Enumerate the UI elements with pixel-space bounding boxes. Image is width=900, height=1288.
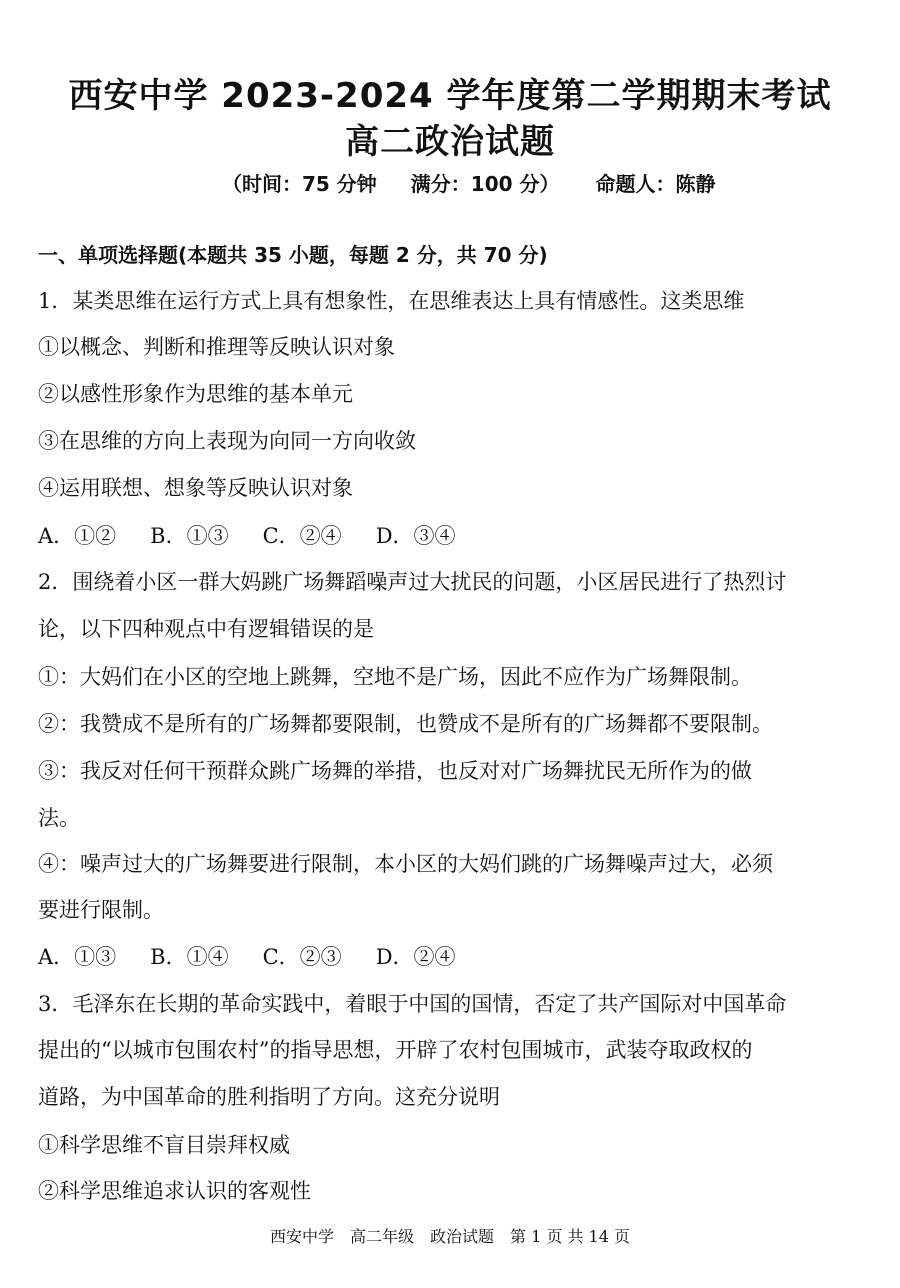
q2-option-b: B．①④: [150, 945, 229, 969]
q1-option-c: C．②④: [262, 524, 342, 548]
q3-statement-2: ②科学思维追求认识的客观性: [38, 1179, 311, 1203]
footer-page-number: 第 1 页 共 14 页: [510, 1227, 631, 1246]
q2-statement-2: ②：我赞成不是所有的广场舞都要限制，也赞成不是所有的广场舞都不要限制。: [38, 712, 773, 736]
section-heading: 一、单项选择题(本题共 35 小题，每题 2 分，共 70 分): [38, 243, 548, 267]
q2-statement-4-line-2: 要进行限制。: [38, 898, 164, 922]
page-footer: [0, 1224, 900, 1247]
q1-option-a: A．①②: [38, 524, 117, 548]
q1-option-b: B．①③: [150, 524, 229, 548]
q1-statement-2: ②以感性形象作为思维的基本单元: [38, 382, 353, 406]
exam-time: （时间：75 分钟: [222, 172, 377, 196]
q1-statement-3: ③在思维的方向上表现为向同一方向收敛: [38, 429, 416, 453]
q3-stem-line-2: 提出的“以城市包围农村”的指导思想，开辟了农村包围城市，武装夺取政权的: [38, 1038, 753, 1062]
q2-option-d: D．②④: [375, 945, 456, 969]
exam-score: 满分：100 分）: [410, 172, 560, 196]
q2-stem-line-2: 论，以下四种观点中有逻辑错误的是: [38, 617, 374, 641]
q2-stem-line-1: 2．围绕着小区一群大妈跳广场舞蹈噪声过大扰民的问题，小区居民进行了热烈讨: [38, 570, 787, 594]
footer-grade: 高二年级: [350, 1227, 415, 1246]
q1-options: [38, 521, 456, 551]
exam-subtitle: 高二政治试题: [345, 122, 555, 162]
footer-school: 西安中学: [269, 1227, 334, 1246]
q2-option-a: A．①③: [38, 945, 117, 969]
exam-title: 西安中学 2023-2024 学年度第二学期期末考试: [68, 76, 832, 116]
q1-option-d: D．③④: [375, 524, 456, 548]
exam-meta: [222, 168, 716, 197]
q1-statement-1: ①以概念、判断和推理等反映认识对象: [38, 335, 395, 359]
q3-statement-1: ①科学思维不盲目崇拜权威: [38, 1133, 290, 1157]
footer-subject: 政治试题: [430, 1227, 495, 1246]
q2-statement-3-line-1: ③：我反对任何干预群众跳广场舞的举措，也反对对广场舞扰民无所作为的做: [38, 759, 752, 783]
q3-stem-line-1: 3．毛泽东在长期的革命实践中，着眼于中国的国情，否定了共产国际对中国革命: [38, 992, 787, 1016]
exam-author: 命题人：陈静: [595, 172, 716, 196]
q2-options: [38, 942, 456, 972]
q2-option-c: C．②③: [262, 945, 342, 969]
q2-statement-1: ①：大妈们在小区的空地上跳舞，空地不是广场，因此不应作为广场舞限制。: [38, 665, 752, 689]
q1-statement-4: ④运用联想、想象等反映认识对象: [38, 476, 353, 500]
q1-stem: 1．某类思维在运行方式上具有想象性，在思维表达上具有情感性。这类思维: [38, 289, 745, 313]
q3-stem-line-3: 道路，为中国革命的胜利指明了方向。这充分说明: [38, 1085, 500, 1109]
q2-statement-3-line-2: 法。: [38, 806, 80, 830]
q2-statement-4-line-1: ④：噪声过大的广场舞要进行限制，本小区的大妈们跳的广场舞噪声过大，必须: [38, 852, 773, 876]
